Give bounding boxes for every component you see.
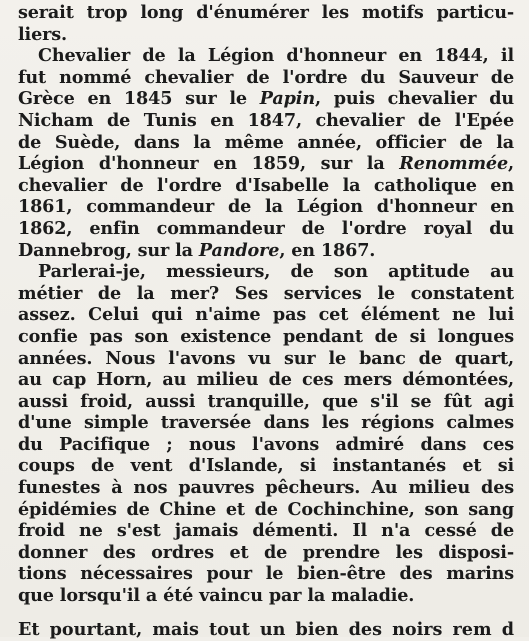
text-line: coups de vent d'Islande, si instantanés et si bbox=[18, 455, 514, 477]
text-fragment: Dannebrog, sur la bbox=[18, 239, 199, 261]
text-line: donner des ordres et de prendre les disposi- bbox=[18, 541, 514, 563]
text-fragment: Légion d'honneur en 1859, sur la bbox=[18, 153, 400, 175]
text-line bbox=[18, 88, 514, 110]
text-line: fut nommé chevalier de l'ordre du Sauveur de bbox=[18, 66, 514, 88]
text-line: funestes à nos pauvres pêcheurs. Au milieu des bbox=[18, 477, 514, 499]
text-line: Chevalier de la Légion d'honneur en 1844, il bbox=[38, 45, 514, 67]
text-line: années. Nous l'avons vu sur le banc de quart, bbox=[18, 347, 514, 369]
text-line: assez. Celui qui n'aime pas cet élément ne lui bbox=[18, 304, 514, 326]
cropped-text: Et pourtant, mais tout un bien des noirs rem d bbox=[18, 619, 514, 640]
text-line: que lorsqu'il a été vaincu par la maladie. bbox=[18, 585, 415, 607]
paragraph-seamanship bbox=[18, 261, 514, 607]
text-line: 1862, enfin commandeur de l'ordre royal du bbox=[18, 217, 514, 239]
text-fragment: Grèce en 1845 sur le bbox=[18, 88, 260, 110]
cropped-next-line bbox=[0, 619, 529, 640]
ship-name: Renommée bbox=[399, 153, 509, 175]
text-fragment: , en 1867. bbox=[279, 239, 376, 261]
text-line: métier de la mer? Ses services le constatent bbox=[18, 282, 514, 304]
text-line: chevalier de l'ordre d'Isabelle la catholique en bbox=[18, 174, 514, 196]
text-line: du Pacifique ; nous l'avons admiré dans ces bbox=[18, 433, 514, 455]
ship-name: Papin bbox=[259, 88, 315, 110]
text-line: liers. bbox=[18, 23, 67, 45]
text-line: au cap Horn, au milieu de ces mers démontées, bbox=[18, 369, 514, 391]
text-line: Parlerai-je, messieurs, de son aptitude au bbox=[38, 261, 514, 283]
text-fragment: , bbox=[508, 153, 514, 175]
text-line: aussi froid, aussi tranquille, que s'il se fût agi bbox=[18, 390, 514, 412]
text-line: serait trop long d'énumérer les motifs particu- bbox=[18, 2, 514, 23]
text-line: confie pas son existence pendant de si longues bbox=[18, 325, 514, 347]
text-column bbox=[18, 2, 514, 607]
text-fragment: , puis chevalier du bbox=[314, 88, 515, 110]
paragraph-continuation bbox=[18, 2, 514, 45]
text-line: tions nécessaires pour le bien-être des marins bbox=[18, 563, 514, 585]
ship-name: Pandore bbox=[198, 239, 280, 261]
text-line: froid ne s'est jamais démenti. Il n'a cessé de bbox=[18, 520, 514, 542]
text-line bbox=[18, 240, 514, 262]
text-line: de Suède, dans la même année, officier de la bbox=[18, 131, 514, 153]
text-line: 1861, commandeur de la Légion d'honneur en bbox=[18, 196, 514, 218]
text-line bbox=[18, 153, 514, 175]
text-line: d'une simple traversée dans les régions calmes bbox=[18, 412, 514, 434]
paragraph-honours bbox=[18, 45, 514, 261]
text-line: épidémies de Chine et de Cochinchine, son sang bbox=[18, 498, 514, 520]
text-line: Nicham de Tunis en 1847, chevalier de l'Epée bbox=[18, 109, 514, 131]
